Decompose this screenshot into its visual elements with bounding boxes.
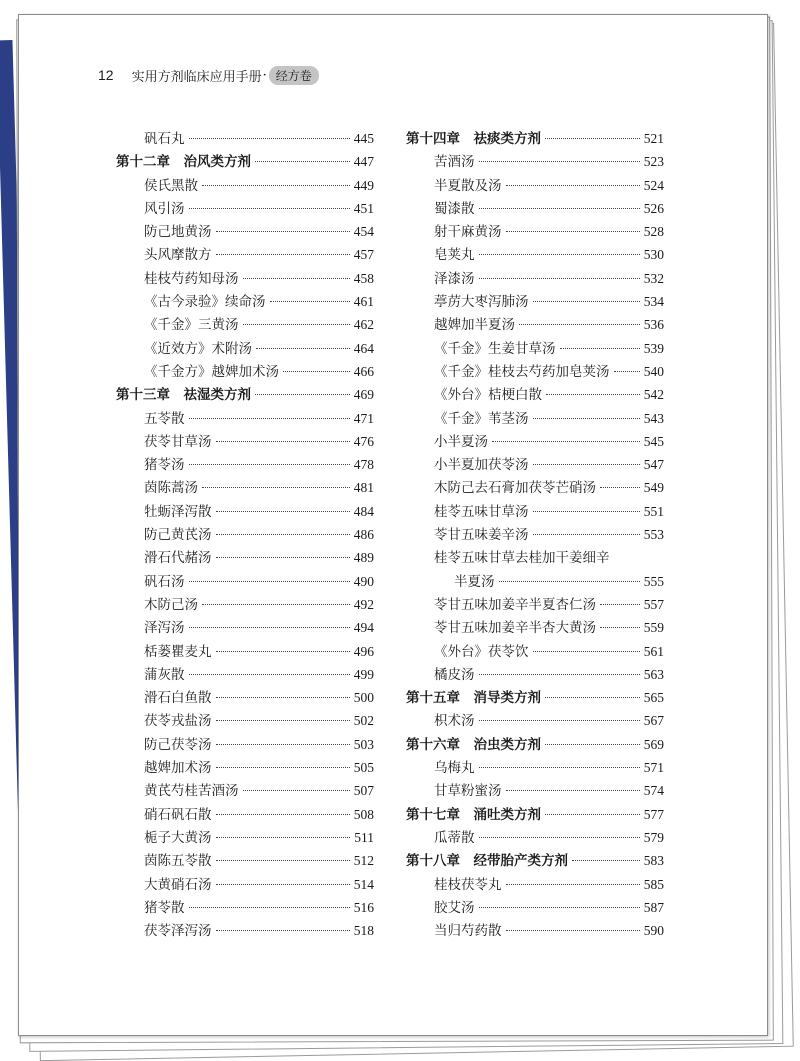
entry-title: 苓甘五味姜辛汤 <box>434 527 529 544</box>
chapter-title: 第十七章 涌吐类方剂 <box>406 806 541 823</box>
page-ref: 528 <box>643 224 664 240</box>
page-ref: 457 <box>353 247 374 263</box>
dot-leader <box>545 697 640 698</box>
page-ref: 471 <box>353 410 374 426</box>
page-ref: 511 <box>354 829 374 845</box>
page-ref: 587 <box>643 899 664 915</box>
dot-leader <box>572 860 640 861</box>
toc-entry-row <box>406 570 664 593</box>
page-ref: 553 <box>643 527 664 543</box>
dot-leader <box>270 301 350 302</box>
dot-leader <box>600 604 640 605</box>
entry-title: 头风摩散方 <box>144 247 212 264</box>
dot-leader <box>506 930 640 931</box>
entry-title: 苦酒汤 <box>434 154 475 171</box>
dot-leader <box>560 348 640 349</box>
dot-leader <box>479 837 640 838</box>
page-ref: 466 <box>353 363 374 379</box>
toc-entry-row <box>406 873 664 896</box>
page-ref: 514 <box>353 876 374 892</box>
page-ref: 530 <box>643 247 664 263</box>
entry-title: 《千金》苇茎汤 <box>434 410 529 427</box>
dot-leader <box>189 208 350 209</box>
dot-leader <box>216 744 350 745</box>
dot-leader <box>216 720 350 721</box>
dot-leader <box>533 464 640 465</box>
page-ref: 476 <box>353 433 374 449</box>
toc-entry-row <box>116 453 374 476</box>
toc-chapter-row <box>406 127 664 150</box>
entry-title: 桂枝茯苓丸 <box>434 876 502 893</box>
dot-leader <box>283 371 350 372</box>
dot-leader <box>506 185 640 186</box>
page-ref: 567 <box>643 713 664 729</box>
toc-entry-row <box>116 290 374 313</box>
dot-leader <box>545 744 640 745</box>
dot-leader <box>546 394 640 395</box>
toc-entry-row <box>406 779 664 802</box>
toc-entry-row <box>116 779 374 802</box>
dot-leader <box>545 138 640 139</box>
entry-title: 茯苓戎盐汤 <box>144 713 212 730</box>
dot-leader <box>216 557 350 558</box>
entry-title: 蜀漆散 <box>434 200 475 217</box>
entry-title: 越婢加术汤 <box>144 760 212 777</box>
page-ref: 494 <box>353 620 374 636</box>
toc-entry-row <box>406 593 664 616</box>
entry-title: 《千金》桂枝去芍药加皂荚汤 <box>434 363 610 380</box>
toc-right-column <box>406 127 664 942</box>
entry-title: 木防己汤 <box>144 596 198 613</box>
toc-entry-row <box>406 500 664 523</box>
dot-leader <box>256 348 350 349</box>
entry-title: 泽漆汤 <box>434 270 475 287</box>
page-ref: 579 <box>643 829 664 845</box>
book-title: 实用方剂临床应用手册 <box>131 69 262 85</box>
page-ref: 469 <box>353 387 374 403</box>
entry-title: 大黄硝石汤 <box>144 876 212 893</box>
toc-entry-row <box>406 337 664 360</box>
page-ref: 512 <box>353 853 374 869</box>
entry-title: 瓜蒂散 <box>434 829 475 846</box>
toc-entry-row <box>116 523 374 546</box>
volume-label: 经方卷 <box>269 66 319 85</box>
page-ref: 496 <box>353 643 374 659</box>
entry-title: 桂苓五味甘草去桂加干姜细辛 <box>434 550 610 567</box>
entry-title: 茵陈蒿汤 <box>144 480 198 497</box>
dot-leader <box>243 324 350 325</box>
page-ref: 545 <box>643 433 664 449</box>
toc-entry-row <box>406 476 664 499</box>
toc-entry-row <box>116 756 374 779</box>
entry-title: 牡蛎泽泻散 <box>144 503 212 520</box>
entry-title: 《外台》茯苓饮 <box>434 643 529 660</box>
entry-title: 《千金》三黄汤 <box>144 317 239 334</box>
page-ref: 523 <box>643 154 664 170</box>
toc-entry-row <box>116 709 374 732</box>
entry-title: 防己黄芪汤 <box>144 527 212 544</box>
page-ref: 508 <box>353 806 374 822</box>
page-ref: 478 <box>353 457 374 473</box>
running-header <box>98 64 319 86</box>
dot-leader <box>479 161 640 162</box>
dot-leader <box>189 138 350 139</box>
dot-leader <box>243 790 350 791</box>
entry-title: 小半夏加茯苓汤 <box>434 457 529 474</box>
toc-entry-row <box>116 546 374 569</box>
entry-title: 射干麻黄汤 <box>434 224 502 241</box>
entry-title: 矾石丸 <box>144 131 185 147</box>
page-ref: 543 <box>643 410 664 426</box>
toc-entry-row <box>406 267 664 290</box>
entry-title: 苓甘五味加姜辛半杏大黄汤 <box>434 620 596 637</box>
entry-title: 防己茯苓汤 <box>144 736 212 753</box>
entry-title: 胶艾汤 <box>434 899 475 916</box>
toc-entry-row <box>406 313 664 336</box>
page-ref: 464 <box>353 340 374 356</box>
toc-chapter-row <box>116 150 374 173</box>
page-ref: 490 <box>353 573 374 589</box>
entry-title: 滑石白鱼散 <box>144 690 212 707</box>
page-ref: 499 <box>353 666 374 682</box>
toc-entry-row <box>406 896 664 919</box>
page-ref: 484 <box>353 503 374 519</box>
page-ref: 516 <box>353 899 374 915</box>
toc-entry-row <box>116 849 374 872</box>
dot-leader <box>202 185 350 186</box>
chapter-title: 第十五章 消导类方剂 <box>406 690 541 707</box>
entry-title: 《千金》生姜甘草汤 <box>434 340 556 357</box>
entry-title: 越婢加半夏汤 <box>434 317 515 334</box>
toc-entry-row <box>406 197 664 220</box>
toc-entry-row <box>116 243 374 266</box>
entry-title: 栀子大黄汤 <box>144 829 212 846</box>
page-ref: 521 <box>643 131 664 146</box>
toc-entry-row <box>406 407 664 430</box>
dot-leader <box>216 884 350 885</box>
entry-title: 茵陈五苓散 <box>144 853 212 870</box>
toc-entry-row <box>406 640 664 663</box>
toc-entry-row <box>406 150 664 173</box>
page-ref: 524 <box>643 177 664 193</box>
entry-title: 五苓散 <box>144 410 185 427</box>
toc-entry-row <box>406 663 664 686</box>
dot-leader <box>479 254 640 255</box>
page-ref: 551 <box>643 503 664 519</box>
page-ref: 569 <box>643 736 664 752</box>
toc-entry-row <box>116 267 374 290</box>
page-ref: 561 <box>643 643 664 659</box>
dot-leader <box>189 581 350 582</box>
toc-entry-row <box>116 593 374 616</box>
entry-title: 桂苓五味甘草汤 <box>434 503 529 520</box>
dot-leader <box>600 487 640 488</box>
entry-title: 甘草粉蜜汤 <box>434 783 502 800</box>
dot-leader <box>216 767 350 768</box>
dot-leader <box>216 814 350 815</box>
page-ref: 451 <box>353 200 374 216</box>
page-ref: 445 <box>353 131 374 146</box>
toc-left-column <box>116 127 374 942</box>
toc-entry-row <box>116 896 374 919</box>
entry-title: 侯氏黑散 <box>144 177 198 194</box>
dot-leader <box>216 860 350 861</box>
page-ref: 492 <box>353 596 374 612</box>
entry-title: 《外台》桔梗白散 <box>434 387 542 404</box>
toc-entry-row <box>406 360 664 383</box>
entry-title: 滑石代赭汤 <box>144 550 212 567</box>
entry-title: 栝蒌瞿麦丸 <box>144 643 212 660</box>
page-ref: 539 <box>643 340 664 356</box>
entry-title: 木防己去石膏加茯苓芒硝汤 <box>434 480 596 497</box>
toc-chapter-row <box>406 849 664 872</box>
toc-entry-row <box>116 220 374 243</box>
dot-leader <box>243 278 350 279</box>
page-ref: 526 <box>643 200 664 216</box>
entry-title: 猪苓散 <box>144 899 185 916</box>
entry-title: 葶苈大枣泻肺汤 <box>434 294 529 311</box>
entry-title: 泽泻汤 <box>144 620 185 637</box>
dot-leader <box>614 371 640 372</box>
chapter-title: 第十八章 经带胎产类方剂 <box>406 853 568 870</box>
page-ref: 571 <box>643 760 664 776</box>
dot-leader <box>216 837 351 838</box>
toc-entry-row <box>116 686 374 709</box>
dot-leader <box>189 418 350 419</box>
chapter-title: 第十二章 治风类方剂 <box>116 154 251 171</box>
entry-title: 皂荚丸 <box>434 247 475 264</box>
toc-entry-row <box>406 919 664 942</box>
page-ref: 518 <box>353 923 374 939</box>
toc-entry-row <box>406 174 664 197</box>
dot-leader <box>216 231 350 232</box>
entry-title: 黄芪芍桂苦酒汤 <box>144 783 239 800</box>
page-ref: 461 <box>353 294 374 310</box>
page-ref: 500 <box>353 690 374 706</box>
entry-title: 《千金方》越婢加术汤 <box>144 363 279 380</box>
toc-entry-row <box>406 453 664 476</box>
page-ref: 458 <box>353 270 374 286</box>
entry-title: 茯苓甘草汤 <box>144 433 212 450</box>
page-ref: 577 <box>643 806 664 822</box>
dot-leader <box>216 930 350 931</box>
page-ref: 563 <box>643 666 664 682</box>
toc-entry-row <box>116 313 374 336</box>
toc-entry-row <box>406 243 664 266</box>
toc-chapter-row <box>406 733 664 756</box>
dot-leader <box>202 604 350 605</box>
toc-entry-row <box>116 500 374 523</box>
dot-leader <box>506 884 640 885</box>
page-ref: 481 <box>353 480 374 496</box>
dot-leader <box>189 674 350 675</box>
dot-leader <box>216 511 350 512</box>
dot-leader <box>216 697 350 698</box>
page-ref: 574 <box>643 783 664 799</box>
dot-leader <box>479 674 640 675</box>
entry-title: 蒲灰散 <box>144 666 185 683</box>
page-ref: 547 <box>643 457 664 473</box>
page-ref: 590 <box>643 923 664 939</box>
toc-entry-row <box>406 756 664 779</box>
toc-entry-row <box>116 407 374 430</box>
page-ref: 505 <box>353 760 374 776</box>
toc-entry-row <box>406 616 664 639</box>
toc-chapter-row <box>406 686 664 709</box>
dot-leader <box>255 394 350 395</box>
toc-entry-row <box>116 873 374 896</box>
page-ref: 542 <box>643 387 664 403</box>
dot-leader <box>189 464 350 465</box>
dot-leader <box>189 627 350 628</box>
toc-entry-row <box>116 803 374 826</box>
dot-leader <box>479 767 640 768</box>
page-ref: 454 <box>353 224 374 240</box>
title-separator: · <box>262 67 267 83</box>
dot-leader <box>479 278 640 279</box>
dot-leader <box>479 720 640 721</box>
page-ref: 534 <box>643 294 664 310</box>
dot-leader <box>533 301 640 302</box>
toc-entry-row <box>116 570 374 593</box>
entry-title: 茯苓泽泻汤 <box>144 923 212 940</box>
toc-entry-row <box>116 337 374 360</box>
page-ref: 540 <box>643 363 664 379</box>
toc-entry-row <box>406 546 664 569</box>
toc-entry-row <box>116 733 374 756</box>
entry-title: 当归芍药散 <box>434 923 502 940</box>
toc-entry-row <box>116 616 374 639</box>
page-ref: 549 <box>643 480 664 496</box>
page-ref: 486 <box>353 527 374 543</box>
entry-title: 猪苓汤 <box>144 457 185 474</box>
toc-chapter-row <box>406 803 664 826</box>
entry-title: 《古今录验》续命汤 <box>144 294 266 311</box>
dot-leader <box>479 907 640 908</box>
toc-entry-row <box>116 197 374 220</box>
toc-entry-row <box>406 383 664 406</box>
dot-leader <box>479 208 640 209</box>
toc-entry-row <box>116 826 374 849</box>
toc-entry-row <box>116 127 374 150</box>
dot-leader <box>533 418 640 419</box>
dot-leader <box>492 441 640 442</box>
page-ref: 557 <box>643 596 664 612</box>
dot-leader <box>533 534 640 535</box>
chapter-title: 第十三章 祛湿类方剂 <box>116 387 251 404</box>
dot-leader <box>600 627 640 628</box>
dot-leader <box>189 907 350 908</box>
dot-leader <box>216 441 350 442</box>
toc-entry-row <box>406 523 664 546</box>
dot-leader <box>499 581 640 582</box>
dot-leader <box>202 487 350 488</box>
page-ref: 502 <box>353 713 374 729</box>
page-ref: 532 <box>643 270 664 286</box>
dot-leader <box>216 651 350 652</box>
chapter-title: 第十六章 治虫类方剂 <box>406 736 541 753</box>
entry-title: 硝石矾石散 <box>144 806 212 823</box>
toc-entry-row <box>406 826 664 849</box>
entry-title: 风引汤 <box>144 200 185 217</box>
page-ref: 559 <box>643 620 664 636</box>
page-number: 12 <box>98 67 114 83</box>
dot-leader <box>545 814 640 815</box>
page-ref: 565 <box>643 690 664 706</box>
toc-entry-row <box>406 290 664 313</box>
page-ref: 583 <box>643 853 664 869</box>
dot-leader <box>255 161 350 162</box>
toc-entry-row <box>116 174 374 197</box>
dot-leader <box>506 231 640 232</box>
entry-title: 矾石汤 <box>144 573 185 590</box>
toc-entry-row <box>406 709 664 732</box>
toc-entry-row <box>116 360 374 383</box>
entry-title: 半夏汤 <box>454 573 495 590</box>
dot-leader <box>533 511 640 512</box>
page-ref: 503 <box>353 736 374 752</box>
page-ref: 555 <box>643 573 664 589</box>
dot-leader <box>216 534 350 535</box>
chapter-title: 第十四章 祛痰类方剂 <box>406 131 541 147</box>
page-ref: 536 <box>643 317 664 333</box>
page-ref: 489 <box>353 550 374 566</box>
toc-entry-row <box>116 430 374 453</box>
entry-title: 苓甘五味加姜辛半夏杏仁汤 <box>434 596 596 613</box>
dot-leader <box>216 254 350 255</box>
entry-title: 《近效方》术附汤 <box>144 340 252 357</box>
entry-title: 乌梅丸 <box>434 760 475 777</box>
entry-title: 橘皮汤 <box>434 666 475 683</box>
entry-title: 小半夏汤 <box>434 433 488 450</box>
entry-title: 防己地黄汤 <box>144 224 212 241</box>
dot-leader <box>533 651 640 652</box>
entry-title: 桂枝芍药知母汤 <box>144 270 239 287</box>
toc-entry-row <box>116 476 374 499</box>
page-ref: 447 <box>353 154 374 170</box>
entry-title: 半夏散及汤 <box>434 177 502 194</box>
entry-title: 枳术汤 <box>434 713 475 730</box>
dot-leader <box>506 790 640 791</box>
dot-leader <box>519 324 640 325</box>
toc-entry-row <box>116 663 374 686</box>
toc-entry-row <box>406 430 664 453</box>
page-ref: 449 <box>353 177 374 193</box>
page-ref: 507 <box>353 783 374 799</box>
page-ref: 462 <box>353 317 374 333</box>
toc-entry-row <box>116 919 374 942</box>
toc-entry-row <box>116 640 374 663</box>
toc-entry-row <box>406 220 664 243</box>
toc-chapter-row <box>116 383 374 406</box>
page-ref: 585 <box>643 876 664 892</box>
